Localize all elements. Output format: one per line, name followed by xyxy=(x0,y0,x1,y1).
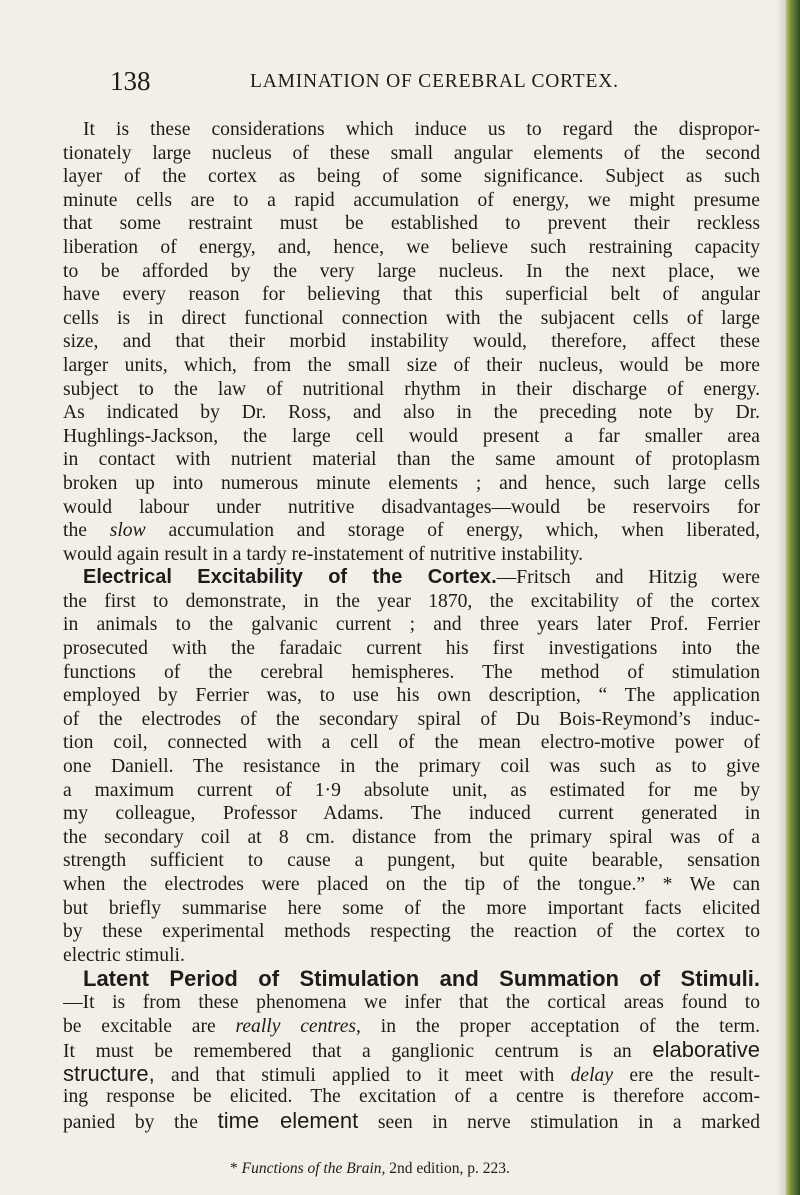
text-line: would again result in a tardy re-instatement of nutritive instability. xyxy=(63,543,584,565)
text-line: strength sufficient to cause a pungent, but quite bearable, sensation xyxy=(63,850,760,872)
footnote-marker: * xyxy=(230,1160,242,1177)
text-line: cells is in direct functional connection with the subjacent cells of large xyxy=(63,307,760,329)
text-line: that some restraint must be established to prevent their reckless xyxy=(63,213,760,235)
text-line: electric stimuli. xyxy=(63,944,185,966)
emphasis-sans-text: structure, xyxy=(63,1061,155,1086)
text-line: subject to the law of nutritional rhythm in their discharge of energy. xyxy=(63,378,760,400)
text-line: but briefly summarise here some of the more important facts elicited xyxy=(63,897,760,919)
text-line: prosecuted with the faradaic current his first investigations into the xyxy=(63,638,760,660)
text-line: tion coil, connected with a cell of the mean electro-motive power of xyxy=(63,732,760,754)
emphasis-sans-text: time element xyxy=(217,1108,359,1133)
text-line: in contact with nutrient material than the same amount of protoplasm xyxy=(63,449,760,471)
text-line: would labour under nutritive disadvantages—would be reservoirs for xyxy=(63,496,760,518)
text-line xyxy=(63,1015,760,1039)
text-line: size, and that their morbid instability would, therefore, affect these xyxy=(63,331,760,353)
text-line: tionately large nucleus of these small angular elements of the second xyxy=(63,142,760,164)
text-fragment: —Fritsch and Hitzig were xyxy=(496,567,760,589)
text-line: to be afforded by the very large nucleus. In the next place, we xyxy=(63,260,760,282)
text-line: layer of the cortex as being of some significance. Subject as such xyxy=(63,166,760,188)
page-number: 138 xyxy=(110,66,151,96)
text-line xyxy=(63,1038,760,1062)
text-line: my colleague, Professor Adams. The induced current generated in xyxy=(63,803,760,825)
text-fragment: in the proper acceptation of the term. xyxy=(360,1015,760,1037)
text-line: the secondary coil at 8 cm. distance from the primary spiral was of a xyxy=(63,826,760,848)
text-fragment: the xyxy=(63,520,110,542)
page-header xyxy=(110,66,770,100)
section-heading-line xyxy=(63,967,760,991)
text-line: ing response be elicited. The excitation of a centre is therefore accom- xyxy=(63,1086,760,1108)
text-line: of the electrodes of the secondary spiral of Du Bois-Reymond’s induc- xyxy=(63,708,760,730)
text-line: the first to demonstrate, in the year 1870, the excitability of the cortex xyxy=(63,590,760,612)
text-line: one Daniell. The resistance in the primary coil was such as to give xyxy=(63,756,760,778)
section-heading-line xyxy=(63,566,760,590)
book-edge xyxy=(786,0,800,1195)
text-line xyxy=(63,519,760,543)
body-text xyxy=(63,118,760,1133)
emphasis-text: slow xyxy=(109,520,146,542)
page-edge-shadow xyxy=(776,0,786,1195)
text-line: —It is from these phenomena we infer that the cortical areas found to xyxy=(63,991,760,1013)
text-line: by these experimental methods respecting the reaction of the cortex to xyxy=(63,921,760,943)
footnote-title: Functions of the Brain, xyxy=(241,1160,386,1177)
text-line xyxy=(63,1109,760,1133)
text-fragment: ere the result- xyxy=(613,1064,760,1086)
text-line: minute cells are to a rapid accumulation of energy, we might presume xyxy=(63,189,760,211)
text-line: larger units, which, from the small size of their nucleus, would be more xyxy=(63,354,760,376)
text-line: Hughlings-Jackson, the large cell would present a far smaller area xyxy=(63,425,760,447)
footnote-text: 2nd edition, p. 223. xyxy=(385,1160,510,1177)
text-line: in animals to the galvanic current ; and three years later Prof. Ferrier xyxy=(63,614,760,636)
section-heading-electrical-excitability: Electrical Excitability of the Cortex. xyxy=(83,566,497,589)
text-fragment: panied by the xyxy=(63,1111,218,1133)
emphasis-text: really centres, xyxy=(235,1015,361,1037)
section-heading-latent-period: Latent Period of Stimulation and Summation of Stimuli. xyxy=(83,967,760,991)
text-line: have every reason for believing that this superficial belt of angular xyxy=(63,284,760,306)
text-line: functions of the cerebral hemispheres. The method of stimulation xyxy=(63,661,760,683)
text-fragment: seen in nerve stimulation in a marked xyxy=(358,1111,760,1133)
text-line: when the electrodes were placed on the tip of the tongue.” * We can xyxy=(63,874,760,895)
footnote xyxy=(230,1160,510,1178)
text-line: broken up into numerous minute elements ; and hence, such large cells xyxy=(63,472,760,494)
emphasis-sans-text: elaborative xyxy=(652,1038,760,1062)
text-line: a maximum current of 1·9 absolute unit, as estimated for me by xyxy=(63,779,760,801)
text-line xyxy=(63,1062,760,1086)
text-fragment: accumulation and storage of energy, which, when liberated, xyxy=(145,520,760,542)
emphasis-text: delay xyxy=(570,1064,614,1086)
text-fragment: and that stimuli applied to it meet with xyxy=(154,1064,571,1086)
text-line: As indicated by Dr. Ross, and also in the preceding note by Dr. xyxy=(63,402,760,424)
text-line: employed by Ferrier was, to use his own description, “ The application xyxy=(63,685,760,707)
running-title: LAMINATION OF CEREBRAL CORTEX. xyxy=(250,71,619,92)
text-fragment: It must be remembered that a ganglionic centrum is an xyxy=(63,1041,653,1062)
text-line: It is these considerations which induce us to regard the dispropor- xyxy=(83,119,760,140)
text-fragment: be excitable are xyxy=(63,1015,236,1037)
text-line: liberation of energy, and, hence, we believe such restraining capacity xyxy=(63,236,760,258)
